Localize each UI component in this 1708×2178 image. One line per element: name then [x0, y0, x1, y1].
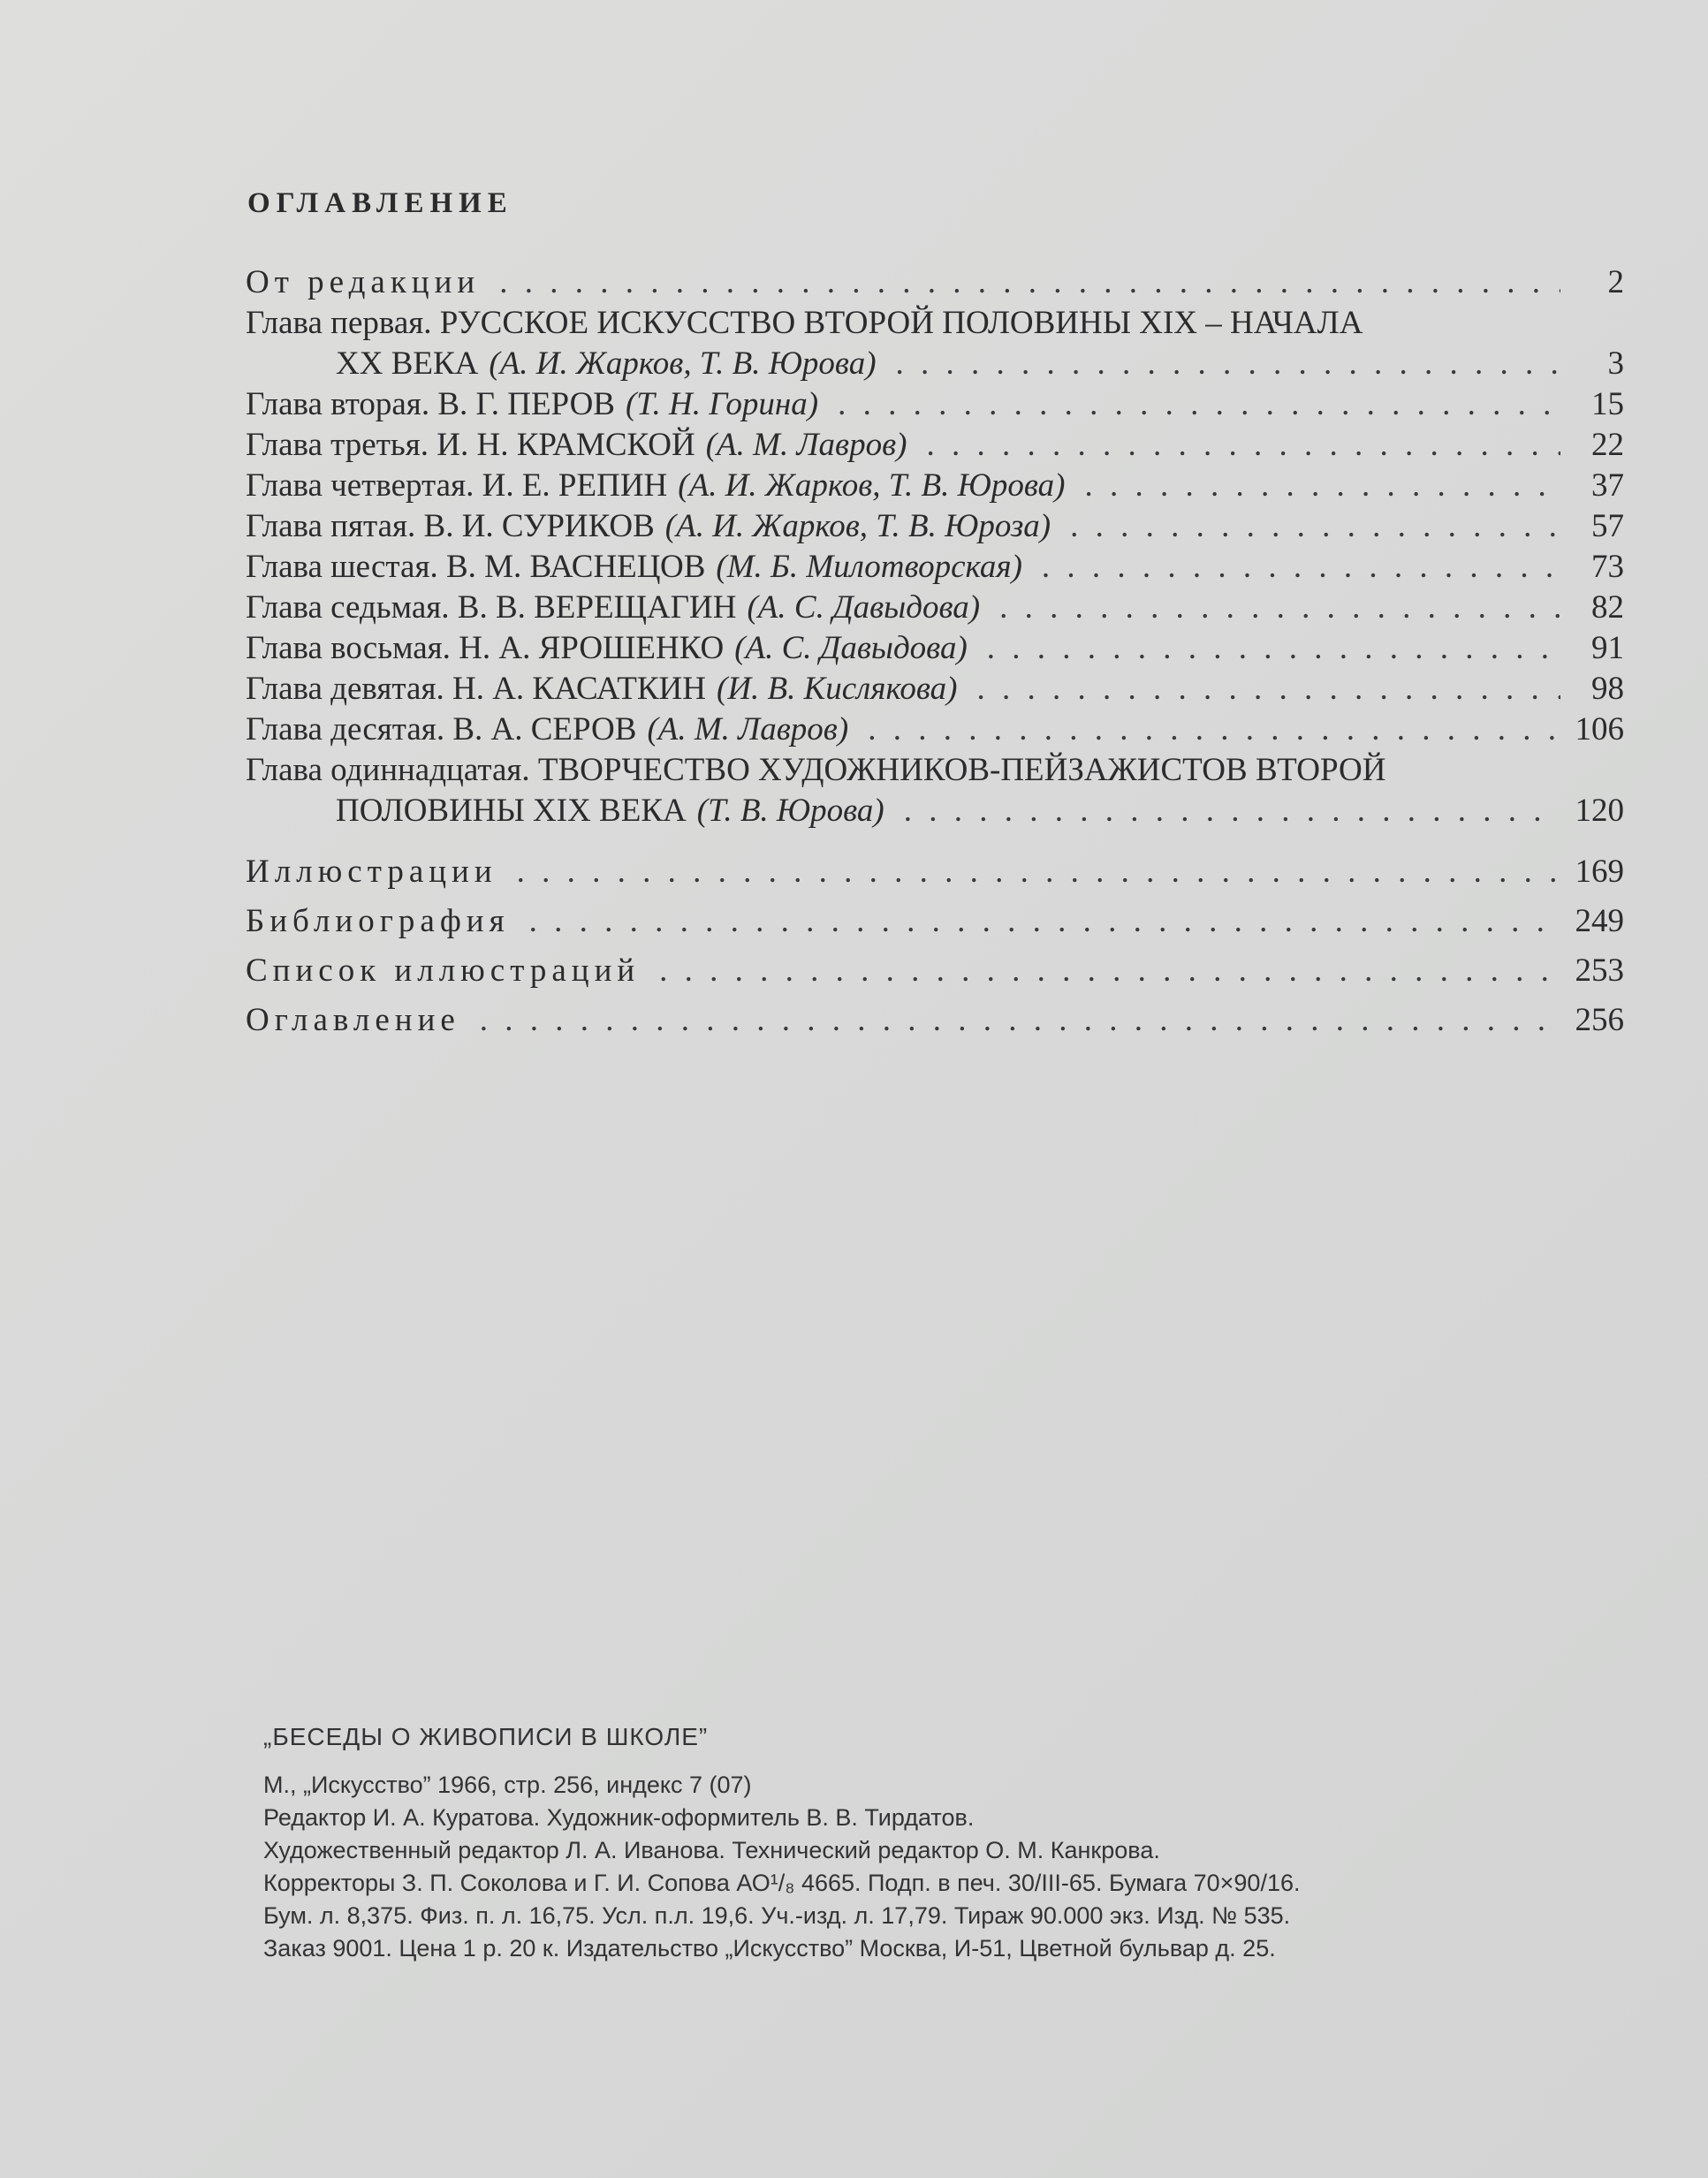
dot-leader [1042, 547, 1560, 588]
toc-entry-chapter-10 [246, 710, 1624, 750]
entry-label: Глава первая. [246, 305, 432, 341]
entry-label: Глава четвертая. [246, 467, 474, 504]
entry-author: (А. И. Жарков, Т. В. Юрова) [678, 467, 1066, 504]
entry-author: (А. И. Жарков, Т. В. Юроза) [664, 508, 1051, 544]
page-number: 253 [1575, 952, 1624, 989]
toc-entry-chapter-8 [246, 628, 1624, 669]
table-of-contents [246, 187, 1624, 1045]
toc-entry-chapter-9 [246, 669, 1624, 710]
entry-label: Оглавление [246, 1002, 460, 1038]
dot-leader [517, 847, 1560, 897]
page-number: 37 [1591, 467, 1624, 504]
page-number: 57 [1591, 508, 1624, 544]
toc-entry-chapter-11-continuation [246, 791, 1624, 831]
dot-leader [999, 588, 1560, 628]
entry-title: ПОЛОВИНЫ XIX ВЕКА [336, 793, 687, 829]
entry-title: ТВОРЧЕСТВО ХУДОЖНИКОВ-ПЕЙЗАЖИСТОВ ВТОРОЙ [537, 752, 1386, 788]
dot-leader [838, 384, 1560, 425]
page-number: 82 [1591, 589, 1624, 626]
toc-entry-chapter-7 [246, 588, 1624, 628]
entry-author: (А. И. Жарков, Т. В. Юрова) [489, 345, 877, 382]
page-number: 169 [1575, 854, 1624, 890]
entry-author: (А. М. Лавров) [705, 427, 907, 463]
entry-author: (А. С. Давыдова) [734, 630, 968, 666]
toc-entry-chapter-2 [246, 384, 1624, 425]
entry-title: И. Е. РЕПИН [482, 467, 668, 504]
entry-label: Список иллюстраций [246, 952, 641, 989]
entry-label: Глава десятая. [246, 711, 445, 748]
imprint-line: М., „Искусство” 1966, стр. 256, индекс 7 (07) [263, 1772, 752, 1798]
toc-entry-illustrations [246, 847, 1624, 897]
entry-title: XX ВЕКА [336, 345, 479, 382]
dot-leader [529, 897, 1560, 946]
page-number: 98 [1591, 671, 1624, 707]
entry-title: В. В. ВЕРЕЩАГИН [457, 589, 737, 626]
dot-leader [499, 262, 1560, 303]
entry-label: От редакции [246, 264, 481, 300]
toc-entry-chapter-1 [246, 303, 1624, 344]
dot-leader [659, 946, 1560, 996]
toc-entry-bibliography [246, 897, 1624, 946]
entry-label: Глава девятая. [246, 671, 444, 707]
dot-leader [926, 425, 1560, 466]
entry-title: РУССКОЕ ИСКУССТВО ВТОРОЙ ПОЛОВИНЫ XIX – НАЧАЛА [439, 305, 1363, 341]
page-number: 106 [1575, 711, 1624, 748]
entry-label: Глава шестая. [246, 549, 438, 585]
publication-imprint [263, 1723, 1606, 1965]
toc-entry-chapter-11 [246, 750, 1624, 791]
toc-entry-chapter-6 [246, 547, 1624, 588]
page-number: 249 [1575, 903, 1624, 939]
imprint-book-title: „БЕСЕДЫ О ЖИВОПИСИ В ШКОЛЕ” [263, 1723, 709, 1750]
entry-title: В. А. СЕРОВ [452, 711, 637, 748]
dot-leader [1070, 506, 1560, 547]
toc-entry-chapter-5 [246, 506, 1624, 547]
page-number: 73 [1591, 549, 1624, 585]
entry-label: Глава одиннадцатая. [246, 752, 530, 788]
imprint-line: Редактор И. А. Куратова. Художник-оформитель В. В. Тирдатов. [263, 1804, 975, 1831]
toc-entry-list-of-illustrations [246, 946, 1624, 996]
entry-author: (М. Б. Милотворская) [716, 549, 1022, 585]
entry-title: И. Н. КРАМСКОЙ [436, 427, 695, 463]
entry-title: Н. А. КАСАТКИН [452, 671, 706, 707]
page-number: 22 [1591, 427, 1624, 463]
entry-label: Глава третья. [246, 427, 429, 463]
entry-title: В. Г. ПЕРОВ [437, 386, 615, 422]
entry-label: Глава восьмая. [246, 630, 451, 666]
dot-leader [1084, 466, 1560, 506]
toc-entry-preface [246, 262, 1624, 303]
entry-label: Библиография [246, 903, 510, 939]
entry-author: (А. С. Давыдова) [747, 589, 981, 626]
entry-author: (И. В. Кислякова) [717, 671, 958, 707]
dot-leader [480, 996, 1560, 1045]
page-number: 3 [1607, 345, 1624, 382]
entry-title: В. М. ВАСНЕЦОВ [445, 549, 706, 585]
imprint-line: Корректоры З. П. Соколова и Г. И. Сопова АО¹/₈ 4665. Подп. в печ. 30/III-65. Бумага 70×90/16. [263, 1870, 1301, 1896]
entry-label: Глава вторая. [246, 386, 430, 422]
page-number: 120 [1575, 793, 1624, 829]
imprint-line: Бум. л. 8,375. Физ. п. л. 16,75. Усл. п.л. 19,6. Уч.-изд. л. 17,79. Тираж 90.000 экз. Изд. № 535. [263, 1902, 1291, 1929]
entry-author: (Т. В. Юрова) [696, 793, 884, 829]
page-number: 256 [1575, 1002, 1624, 1038]
toc-title: ОГЛАВЛЕНИЕ [247, 187, 513, 219]
entry-title: В. И. СУРИКОВ [423, 508, 655, 544]
page-number: 2 [1607, 264, 1624, 300]
entry-label: Глава пятая. [246, 508, 416, 544]
toc-entry-contents [246, 996, 1624, 1045]
toc-entry-chapter-4 [246, 466, 1624, 506]
page-number: 15 [1591, 386, 1624, 422]
entry-label: Глава седьмая. [246, 589, 450, 626]
page-number: 91 [1591, 630, 1624, 666]
dot-leader [987, 628, 1560, 669]
toc-entry-chapter-1-continuation [246, 344, 1624, 384]
entry-label: Иллюстрации [246, 854, 497, 890]
entry-title: Н. А. ЯРОШЕНКО [459, 630, 725, 666]
dot-leader [868, 710, 1560, 750]
toc-entry-chapter-3 [246, 425, 1624, 466]
imprint-line: Художественный редактор Л. А. Иванова. Технический редактор О. М. Канкрова. [263, 1837, 1160, 1863]
dot-leader [904, 791, 1560, 831]
entry-author: (А. М. Лавров) [647, 711, 849, 748]
imprint-line: Заказ 9001. Цена 1 р. 20 к. Издательство „Искусство” Москва, И-51, Цветной бульвар д. 25. [263, 1935, 1276, 1962]
dot-leader [896, 344, 1560, 384]
dot-leader [977, 669, 1561, 710]
entry-author: (Т. Н. Горина) [625, 386, 819, 422]
